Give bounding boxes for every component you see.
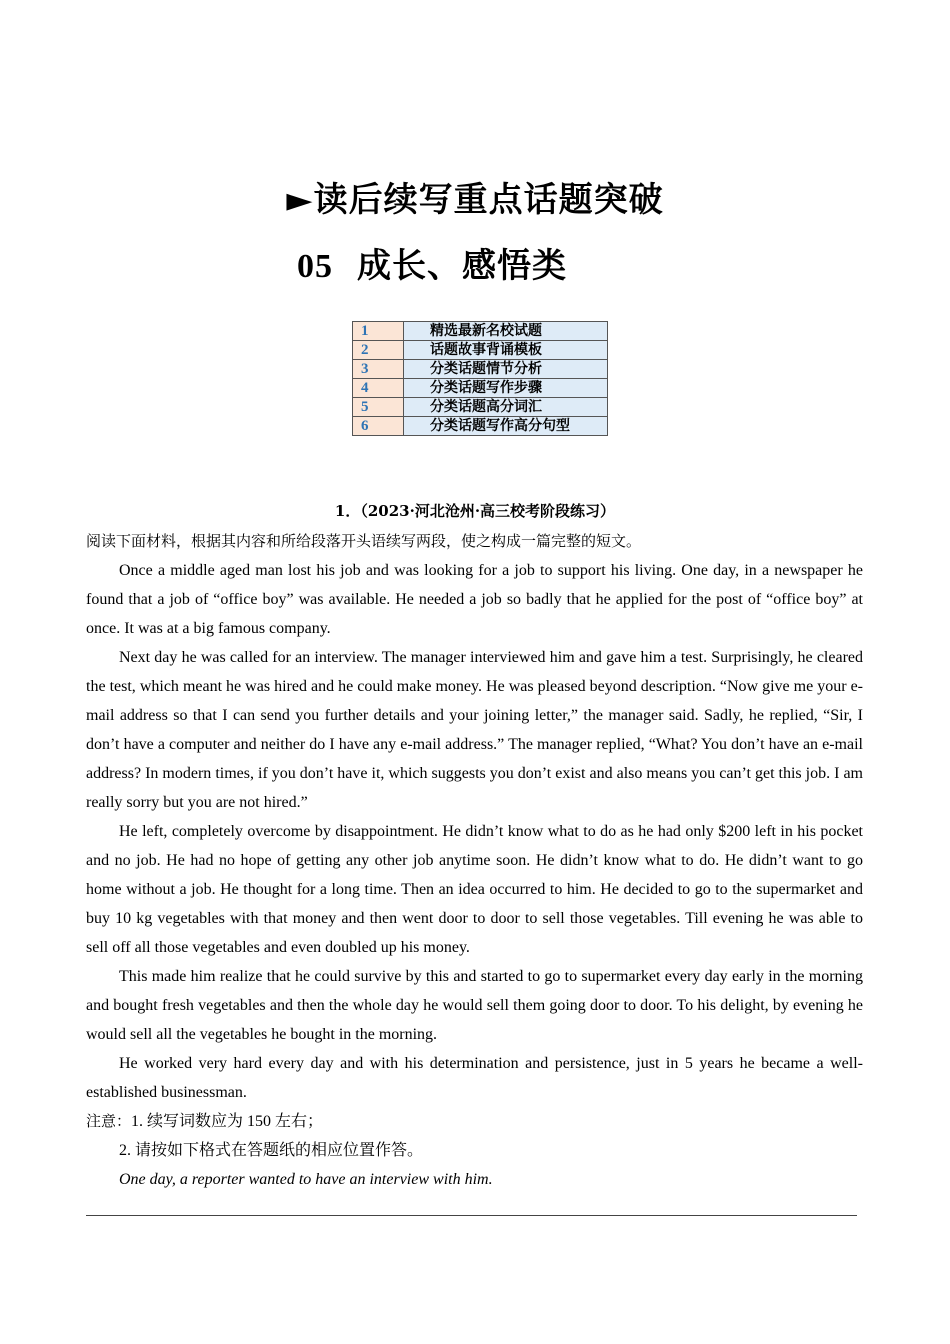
paragraph: He left, completely overcome by disappointment. He didn’t know what to do as he had only $200 left in his pocket and no job. He had no hope of getting any other job anytime soon. He didn’t know what to do. He didn’t want to go home without a job. He thought for a long time. Then an idea occurred to him. He decided to go to the supermarket and buy 10 kg vegetables with that money and then went door to door to sell those vegetables. Till evening he was able to sell off all those vegetables and even doubled up his money. [86, 823, 863, 956]
toc-text: 话题故事背诵模板 [404, 341, 608, 360]
toc-text: 精选最新名校试题 [404, 322, 608, 341]
toc-row [353, 379, 608, 398]
contents-table [352, 321, 608, 436]
instruction: 阅读下面材料，根据其内容和所给段落开头语续写两段，使之构成一篇完整的短文。 [86, 532, 642, 550]
toc-number: 4 [353, 379, 404, 398]
toc-number: 3 [353, 360, 404, 379]
note-line-1 [86, 1107, 863, 1136]
toc-row [353, 360, 608, 379]
toc-text: 分类话题情节分析 [404, 360, 608, 379]
subtitle-text: 成长、感悟类 [357, 246, 567, 286]
toc-row [353, 322, 608, 341]
paragraph: He worked very hard every day and with his determination and persistence, just in 5 years he became a well-established businessman. [86, 1055, 863, 1101]
answer-line [86, 1215, 857, 1216]
subtitle-number: 05 [297, 248, 333, 285]
toc-text: 分类话题写作步骤 [404, 379, 608, 398]
note-line-2: 2. 请按如下格式在答题纸的相应位置作答。 [119, 1142, 424, 1159]
toc-text: 分类话题写作高分句型 [404, 417, 608, 436]
question-header: 1．（2023·河北沧州·高三校考阶段练习） [334, 502, 616, 520]
opening-line: One day, a reporter wanted to have an interview with him. [119, 1171, 493, 1188]
note-prefix: 注意： [86, 1112, 132, 1130]
toc-row [353, 341, 608, 360]
note-text: 1. 续写词数应为 150 左右； [131, 1113, 324, 1130]
toc-number: 6 [353, 417, 404, 436]
page-subtitle [297, 238, 567, 287]
paragraph: Next day he was called for an interview. The manager interviewed him and gave him a test. Surprisingly, he cleared the test, which meant he was hired and he could make money. He was pleased beyond description. “Now give me your e-mail address so that I can send you further details and your joining letter,” the manager said. Sadly, he replied, “Sir, I don’t have a computer and neither do I have any e-mail address.” The manager replied, “What? You don’t have an e-mail address? In modern times, if you don’t have it, which suggests you don’t exist and also means you can’t get this job. I am really sorry but you are not hired.” [86, 649, 863, 811]
toc-text: 分类话题高分词汇 [404, 398, 608, 417]
paragraph: This made him realize that he could survive by this and started to go to supermarket every day early in the morning and bought fresh vegetables and then the whole day he would sell them going door to door. To his delight, by evening he would sell all the vegetables he bought in the morning. [86, 968, 863, 1043]
page-title: ►读后续写重点话题突破 [286, 180, 664, 220]
toc-number: 2 [353, 341, 404, 360]
passage [86, 527, 863, 1194]
toc-row [353, 417, 608, 436]
toc-row [353, 398, 608, 417]
toc-number: 1 [353, 322, 404, 341]
toc-number: 5 [353, 398, 404, 417]
paragraph: Once a middle aged man lost his job and was looking for a job to support his living. One day, in a newspaper he found that a job of “office boy” was available. He needed a job so badly that he applied for the post of “office boy” at once. It was at a big famous company. [86, 562, 863, 637]
